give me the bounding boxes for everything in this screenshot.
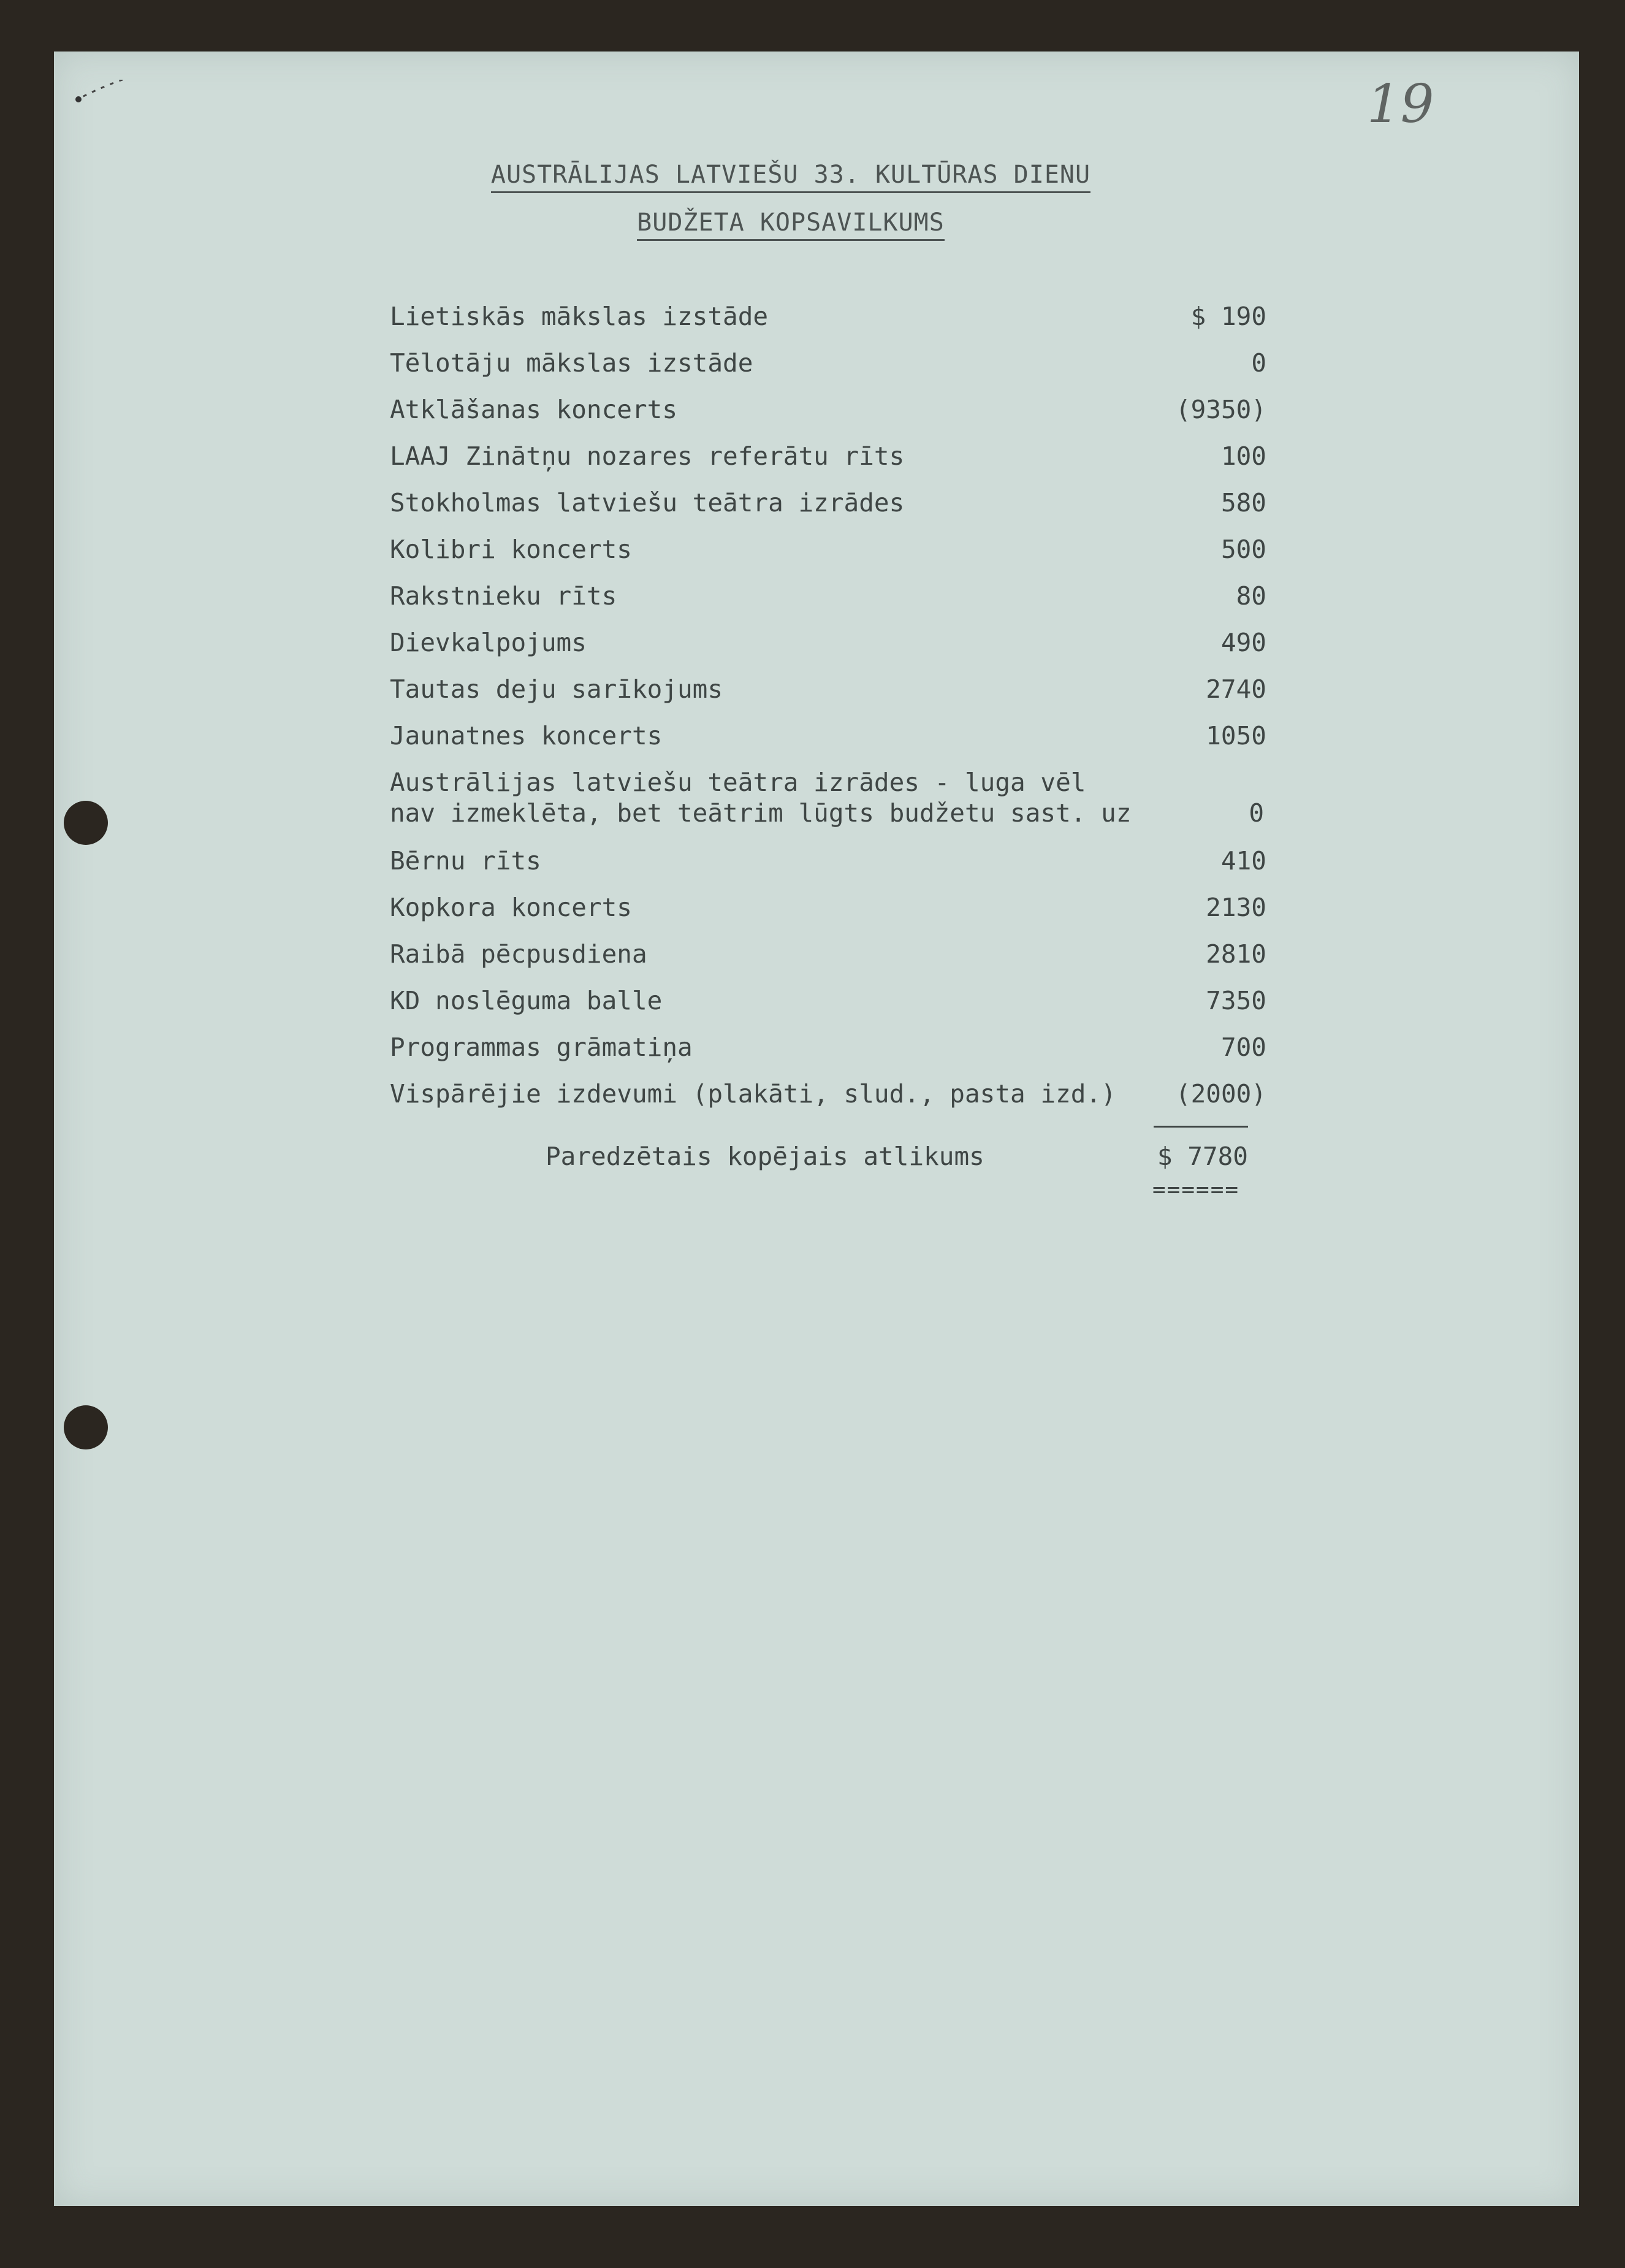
item-label: Bērnu rīts xyxy=(390,846,541,876)
item-label: Vispārējie izdevumi (plakāti, slud., pasta izd.) xyxy=(390,1079,1116,1109)
item-amount: $ 190 xyxy=(1190,302,1266,331)
total-label: Paredzētais kopējais atlikums xyxy=(546,1142,984,1171)
item-label: Rakstnieku rīts xyxy=(390,581,617,611)
item-amount: 2130 xyxy=(1206,893,1266,922)
item-amount: 2810 xyxy=(1206,939,1266,969)
item-label: LAAJ Zinātņu nozares referātu rīts xyxy=(390,441,905,471)
item-amount: 0 xyxy=(1251,348,1266,378)
title-line-1: AUSTRĀLIJAS LATVIEŠU 33. KULTŪRAS DIENU xyxy=(491,161,1090,193)
item-amount: 490 xyxy=(1220,628,1266,657)
item-amount: 100 xyxy=(1220,441,1266,471)
item-amount: (2000) xyxy=(1175,1079,1266,1109)
item-label: KD noslēguma balle xyxy=(390,986,663,1015)
page-number: 19 xyxy=(1367,74,1434,135)
item-label: Raibā pēcpusdiena xyxy=(390,939,647,969)
item-amount: 500 xyxy=(1220,535,1266,564)
item-amount: 410 xyxy=(1220,846,1266,876)
item-amount: 2740 xyxy=(1206,674,1266,704)
item-label: Dievkalpojums xyxy=(390,628,587,657)
item-label: Lietiskās mākslas izstāde xyxy=(390,302,769,331)
item-label: Kopkora koncerts xyxy=(390,893,632,922)
item-label: Atklāšanas koncerts xyxy=(390,395,677,424)
total-double-underline: ====== xyxy=(1152,1177,1240,1202)
sum-rule xyxy=(1154,1126,1248,1128)
item-amount: 580 xyxy=(1220,488,1266,517)
item-label: Jaunatnes koncerts xyxy=(390,721,663,750)
document-subtitle xyxy=(319,208,1263,237)
item-amount: (9350) xyxy=(1175,395,1266,424)
punch-hole xyxy=(64,801,108,845)
item-amount: 700 xyxy=(1220,1033,1266,1062)
item-label: Austrālijas latviešu teātra izrādes - luga vēl xyxy=(390,768,1086,797)
document-title xyxy=(319,161,1263,189)
item-amount: 7350 xyxy=(1206,986,1266,1015)
ink-speck-mark xyxy=(67,80,147,104)
item-label: Stokholmas latviešu teātra izrādes xyxy=(390,488,905,517)
item-amount: 1050 xyxy=(1206,721,1266,750)
item-label: Tēlotāju mākslas izstāde xyxy=(390,348,753,378)
document-sheet xyxy=(54,52,1579,2206)
total-amount: $ 7780 xyxy=(1157,1142,1248,1171)
item-label-continued: nav izmeklēta, bet teātrim lūgts budžetu sast. uz xyxy=(390,798,1132,828)
item-label: Tautas deju sarīkojums xyxy=(390,674,723,704)
item-amount: 80 xyxy=(1236,581,1266,611)
punch-hole xyxy=(64,1405,108,1449)
title-line-2: BUDŽETA KOPSAVILKUMS xyxy=(637,208,945,241)
item-label: Programmas grāmatiņa xyxy=(390,1033,693,1062)
item-label: Kolibri koncerts xyxy=(390,535,632,564)
item-amount: 0 xyxy=(1249,798,1264,828)
